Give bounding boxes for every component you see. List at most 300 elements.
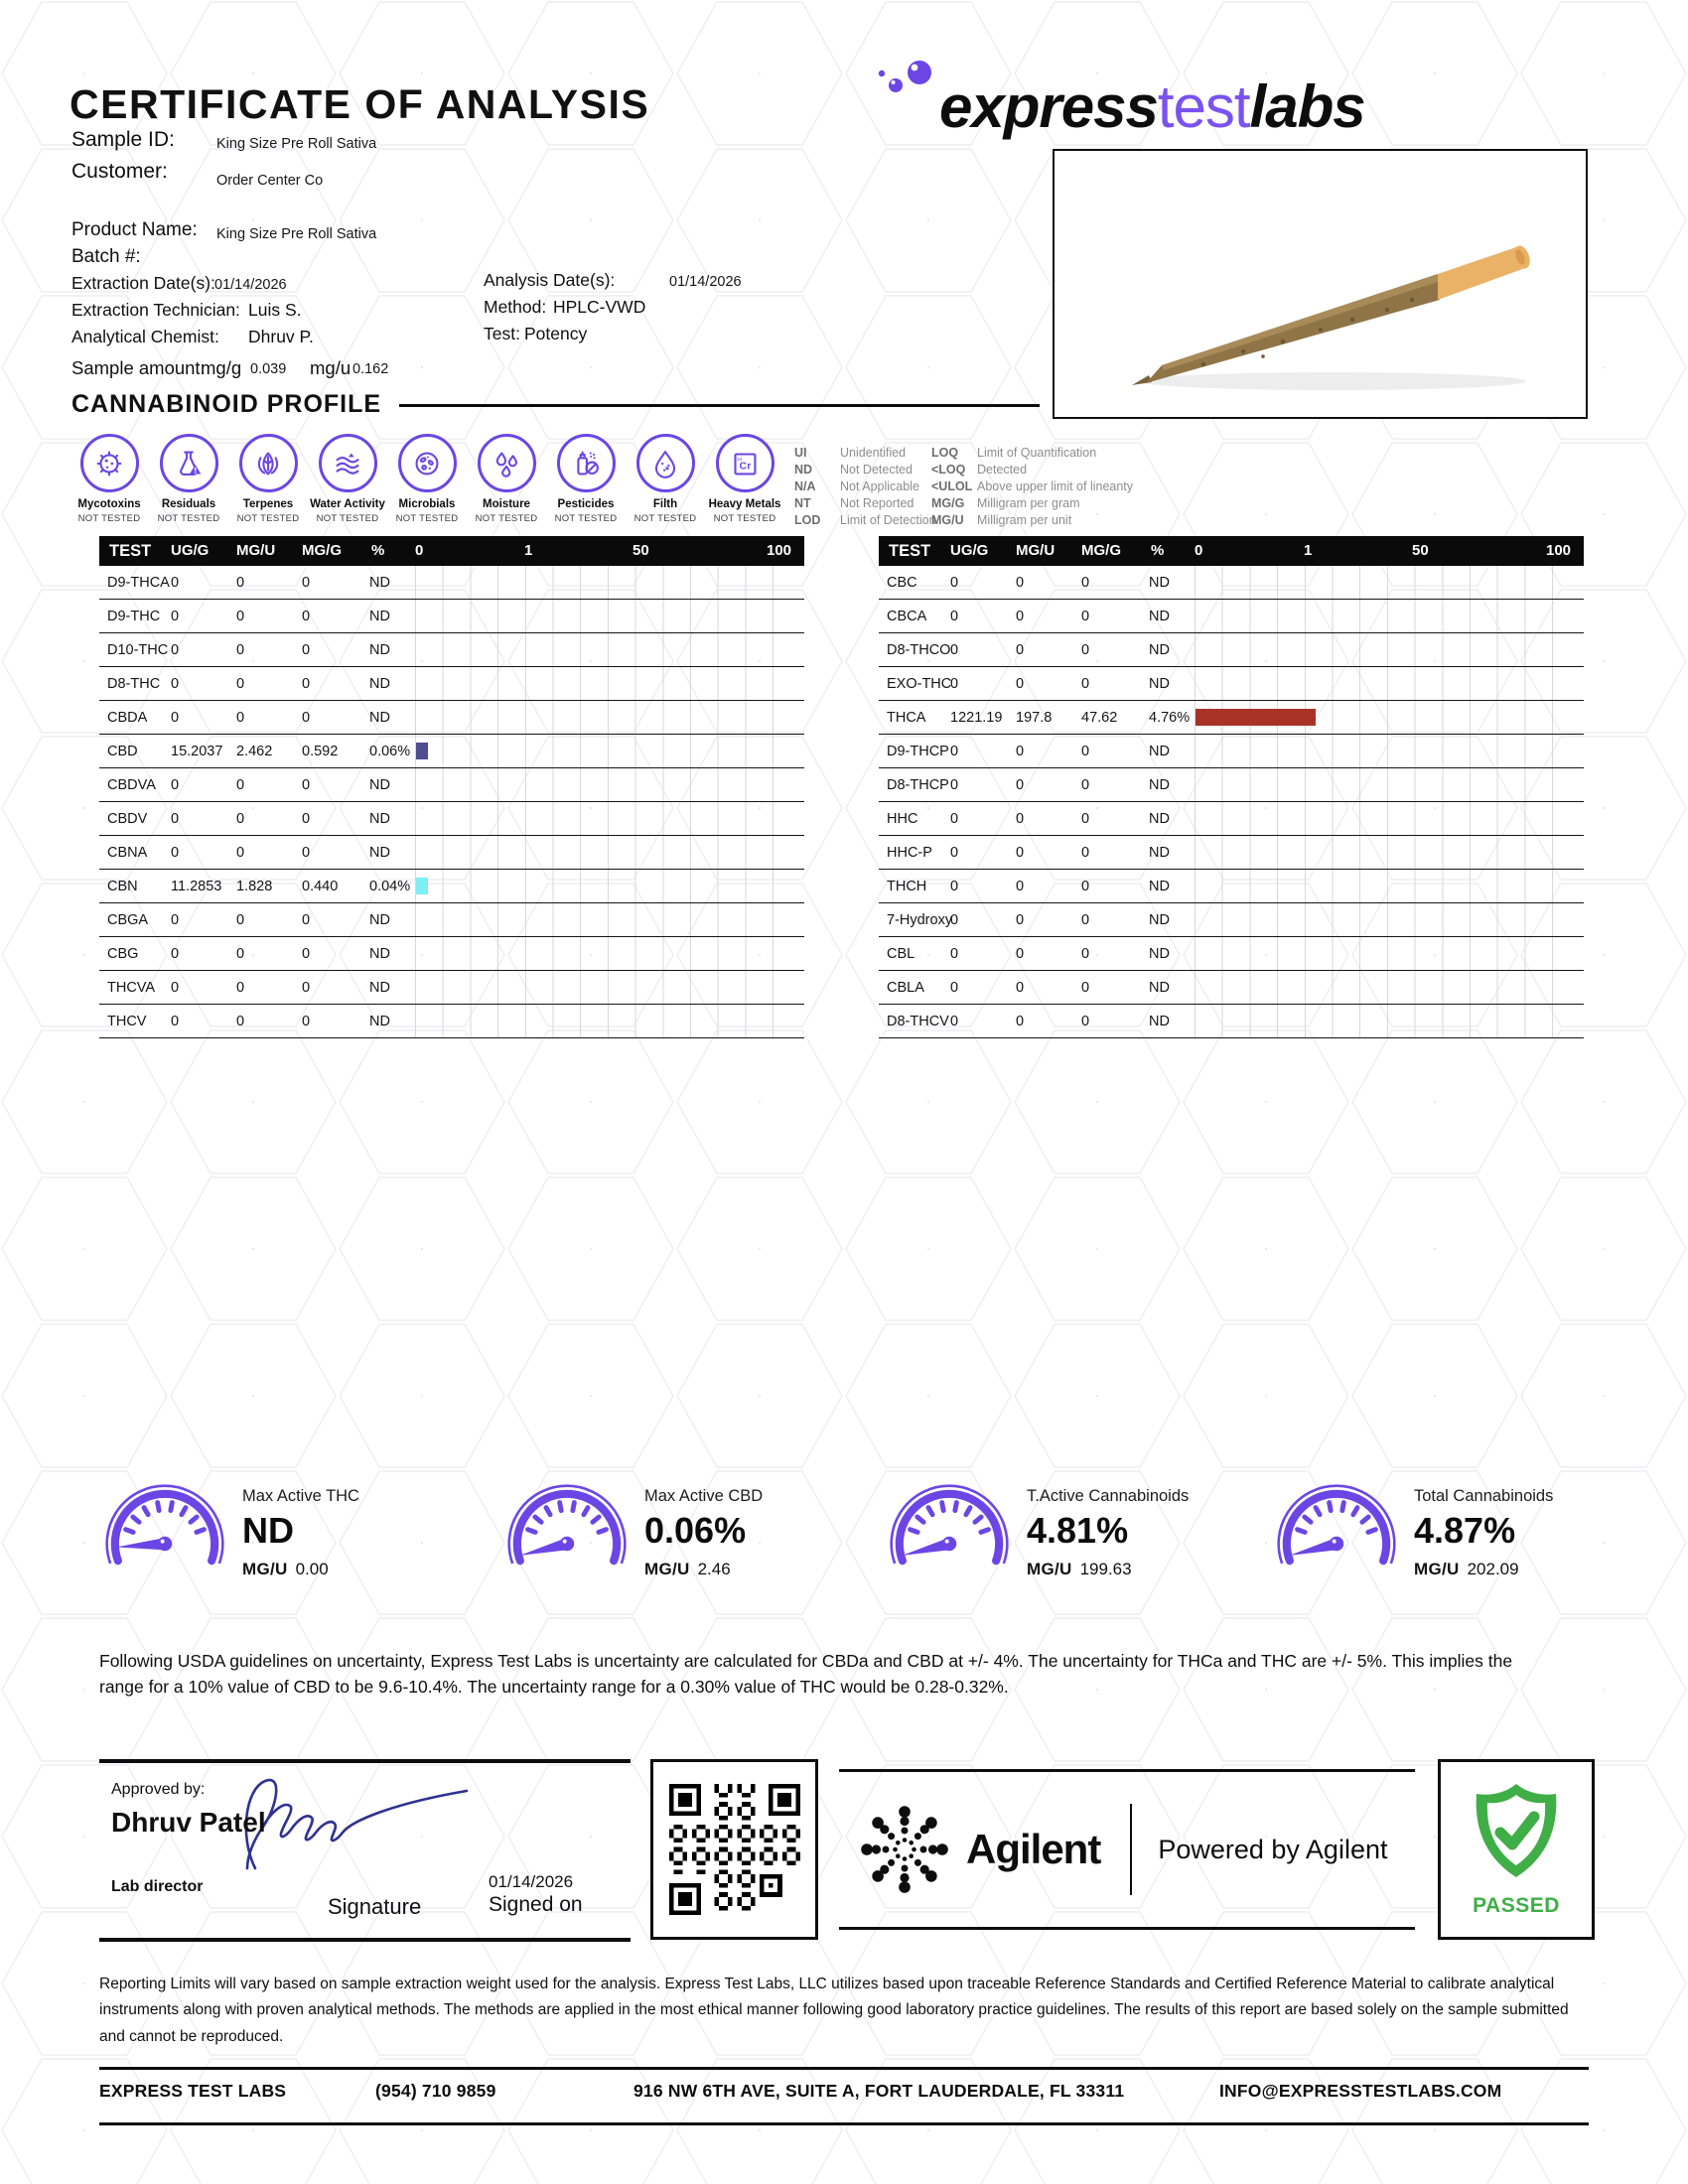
legend-abbr: UI [794,446,807,460]
value-mg-g: 0 [302,642,311,658]
pesticides-icon [557,434,616,492]
test-name: HHC-P [887,845,932,861]
value-percent: ND [1149,609,1170,624]
approval-block [99,1759,631,1942]
legend-entry [931,512,1133,529]
value-mg-u: 0 [1016,642,1025,658]
legend-entry [931,462,1133,478]
legend-desc: Not Applicable [840,479,919,493]
passed-badge [1438,1759,1595,1940]
table-row-d8-thcv [879,1005,1584,1038]
value-mg-u: 0 [1016,777,1025,793]
footer-phone: (954) 710 9859 [375,2081,496,2101]
row-chart-area [1195,971,1580,1004]
test-name: D8-THCV [887,1014,949,1029]
legend-abbr: MG/G [931,496,965,510]
value-mg-g: 0 [302,676,311,692]
passed-shield-icon [1467,1778,1566,1887]
value-ug-g: 0 [171,845,180,861]
gauge-title: Total Cannabinoids [1414,1487,1554,1505]
column-header: MG/G [302,542,342,559]
cannabinoid-profile-heading: CANNABINOID PROFILE [71,390,382,418]
cannabinoid-table-left [99,536,804,1038]
table-row-cbga [99,903,804,937]
value-ug-g: 0 [950,946,959,962]
value-ug-g: 0 [950,777,959,793]
analysis-dates-label: Analysis Date(s): [484,270,616,290]
legend-desc: Not Detected [840,463,913,477]
scale-label: 100 [1546,542,1572,559]
test-name: CBNA [107,845,148,861]
legend-abbr: <ULOL [931,479,973,493]
row-chart-area [415,870,800,902]
value-mg-g: 0 [1081,980,1090,996]
test-name: CBC [887,575,917,591]
value-percent: ND [1149,676,1170,692]
column-header: UG/G [171,542,210,559]
microbials-icon [398,434,457,492]
value-mg-u: 0 [236,912,245,928]
table-row-cbdva [99,768,804,802]
value-mg-g: 0 [1081,676,1090,692]
customer-value: Order Center Co [216,173,324,189]
value-mg-g: 0 [302,1014,311,1029]
value-ug-g: 0 [171,575,180,591]
gauge-dial-icon [99,1481,230,1592]
row-chart-area [1195,667,1580,700]
test-name: CBCA [887,609,927,624]
table-header [879,536,1584,566]
percent-bar [416,743,428,759]
value-mg-u: 0 [1016,744,1025,759]
legend-desc: Limit of Detection [840,513,936,527]
percent-bar [1196,709,1316,726]
value-mg-u: 0 [1016,1014,1025,1029]
panel-status: NOT TESTED [236,513,300,524]
extraction-technician-value: Luis S. [248,300,302,320]
value-mg-u: 197.8 [1016,710,1053,726]
test-name: THCVA [107,980,156,996]
value-ug-g: 0 [950,744,959,759]
legend-entry [931,478,1133,495]
gauge-dial-icon [1271,1481,1402,1592]
test-name: CBG [107,946,139,962]
value-percent: ND [1149,879,1170,894]
value-ug-g: 0 [950,642,959,658]
extraction-dates-label: Extraction Date(s): [71,273,215,293]
table-row-d9-thca [99,566,804,600]
table-row-cbl [879,937,1584,971]
test-name: CBDV [107,811,148,827]
value-mg-u: 0 [236,676,245,692]
value-mg-g: 0 [1081,946,1090,962]
column-header: TEST [109,542,152,560]
panel-status: NOT TESTED [633,513,697,524]
gauge-unit-value: 202.09 [1467,1560,1519,1578]
value-ug-g: 0 [171,710,180,726]
test-name: D9-THCA [107,575,170,591]
heavy-metals-icon [716,434,774,492]
legend-right-column [931,445,1133,529]
mg-g-label: mg/g [201,357,242,378]
batch-label: Batch #: [71,246,141,267]
column-header: UG/G [950,542,989,559]
value-mg-g: 0 [1081,811,1090,827]
value-ug-g: 0 [950,609,959,624]
row-chart-area [1195,701,1580,734]
signed-on-date: 01/14/2026 [489,1872,574,1891]
test-name: CBDVA [107,777,156,793]
table-row-cbn [99,870,804,903]
table-row-d9-thc [99,600,804,633]
row-chart-area [415,836,800,869]
value-mg-g: 47.62 [1081,710,1118,726]
gauge-value: 4.87% [1414,1510,1516,1551]
value-mg-u: 0 [236,1014,245,1029]
screening-panel-terpenes [228,434,308,524]
value-mg-g: 0 [1081,575,1090,591]
legend-abbr: MG/U [931,513,964,527]
brand-labs: labs [1249,73,1365,140]
scale-label: 50 [633,542,649,559]
screening-panel-moisture [467,434,546,524]
legend-abbr: <LOQ [931,463,966,477]
test-name: THCH [887,879,927,894]
scale-label: 1 [1304,542,1313,559]
value-mg-g: 0 [1081,845,1090,861]
gauge-title: Max Active THC [242,1487,359,1505]
legend-entry [794,478,936,495]
panel-status: NOT TESTED [77,513,141,524]
value-mg-g: 0 [1081,879,1090,894]
analysis-dates-value: 01/14/2026 [669,274,742,290]
screening-panels-row [70,434,784,524]
value-mg-g: 0 [1081,744,1090,759]
table-row-d8-thco [879,633,1584,667]
value-mg-u: 0 [1016,845,1025,861]
value-ug-g: 0 [950,575,959,591]
table-row-hhc-p [879,836,1584,870]
panel-status: NOT TESTED [157,513,220,524]
value-ug-g: 1221.19 [950,710,1003,726]
legend-abbr: N/A [794,479,816,493]
value-ug-g: 0 [171,642,180,658]
cannabinoid-table-right [879,536,1584,1038]
test-name: CBD [107,744,138,759]
value-mg-g: 0 [302,811,311,827]
row-chart-area [415,768,800,801]
extraction-dates-value: 01/14/2026 [214,277,287,293]
gauge-title: Max Active CBD [644,1487,764,1505]
table-row-thcva [99,971,804,1005]
mg-u-value: 0.162 [352,361,389,377]
value-mg-u: 2.462 [236,744,273,759]
footer-top-rule [99,2067,1589,2070]
row-chart-area [415,802,800,835]
row-chart-area [1195,937,1580,970]
gauge-max-active-cbd [501,1481,763,1592]
value-mg-u: 0 [236,609,245,624]
value-ug-g: 0 [950,879,959,894]
mg-u-label: mg/u [310,357,352,378]
panel-name: Heavy Metals [708,498,781,510]
method-value: HPLC-VWD [553,297,646,317]
value-percent: ND [1149,980,1170,996]
value-ug-g: 0 [950,676,959,692]
value-mg-u: 0 [236,980,245,996]
value-ug-g: 0 [171,811,180,827]
gauge-value: 0.06% [644,1510,747,1551]
value-percent: ND [1149,1014,1170,1029]
value-ug-g: 0 [171,946,180,962]
test-name: D8-THC [107,676,161,692]
value-ug-g: 0 [171,1014,180,1029]
row-chart-area [415,633,800,666]
pre-roll-photo [1055,151,1582,413]
test-name: CBL [887,946,915,962]
section-divider [399,404,1040,407]
column-header: % [371,542,385,559]
brand-logo [874,58,1365,141]
table-row-thch [879,870,1584,903]
gauge-unit-label: MG/U [242,1560,288,1578]
value-mg-g: 0 [1081,777,1090,793]
test-name: CBGA [107,912,149,928]
legend-desc: Unidentified [840,446,907,460]
value-percent: ND [369,575,390,591]
screening-panel-mycotoxins [70,434,149,524]
row-chart-area [1195,903,1580,936]
footer-email: INFO@EXPRESSTESTLABS.COM [1219,2081,1502,2101]
powered-by-agilent: Powered by Agilent [1158,1834,1388,1864]
row-chart-area [415,667,800,700]
gauge-value: 4.81% [1027,1510,1129,1551]
sample-amount-label: Sample amount: [71,357,206,378]
value-mg-u: 0 [236,845,245,861]
filth-icon [636,434,695,492]
legend-entry [931,495,1133,512]
value-ug-g: 11.2853 [171,879,222,894]
value-percent: ND [1149,744,1170,759]
value-ug-g: 15.2037 [171,744,223,759]
table-row-7-hydroxy [879,903,1584,937]
row-chart-area [1195,735,1580,767]
value-mg-u: 0 [236,642,245,658]
legend-desc: Limit of Quantification [977,446,1097,460]
row-chart-area [1195,802,1580,835]
terpenes-icon [239,434,298,492]
gauge-total-active-cannabinoids [884,1481,1189,1592]
value-mg-g: 0 [302,609,311,624]
value-mg-g: 0 [1081,642,1090,658]
panel-name: Residuals [161,498,216,510]
panel-status: NOT TESTED [316,513,379,524]
value-percent: ND [1149,777,1170,793]
table-row-cbc [879,566,1584,600]
test-type-label: Test: [484,324,520,343]
test-name: THCA [887,710,926,726]
scale-label: 0 [415,542,424,559]
agilent-brand: Agilent [966,1826,1101,1872]
scale-label: 50 [1412,542,1429,559]
table-row-cbg [99,937,804,971]
screening-panel-pesticides [546,434,626,524]
test-name: CBDA [107,710,148,726]
test-name: D9-THCP [887,744,949,759]
value-percent: ND [369,1014,390,1029]
column-header: MG/U [236,542,276,559]
table-header [99,536,804,566]
screening-panel-heavy-metals [705,434,784,524]
table-row-cbla [879,971,1584,1005]
value-mg-g: 0 [1081,912,1090,928]
value-percent: ND [1149,575,1170,591]
value-percent: ND [369,609,390,624]
extraction-technician-label: Extraction Technician: [71,300,240,320]
table-row-hhc [879,802,1584,836]
value-percent: ND [369,676,390,692]
scale-label: 100 [767,542,792,559]
percent-bar [416,878,428,894]
value-mg-g: 0 [1081,1014,1090,1029]
gauge-max-active-thc [99,1481,359,1592]
approver-role: Lab director [111,1878,204,1895]
value-percent: ND [1149,912,1170,928]
value-mg-u: 0 [236,710,245,726]
value-percent: 0.04% [369,879,411,894]
value-mg-u: 0 [236,777,245,793]
value-percent: ND [369,946,390,962]
table-row-thcv [99,1005,804,1038]
scale-label: 0 [1195,542,1203,559]
brand-express: express [939,73,1158,140]
footer-address: 916 NW 6TH AVE, SUITE A, FORT LAUDERDALE, FL 33311 [633,2081,1125,2101]
customer-label: Customer: [71,160,168,183]
moisture-icon [478,434,536,492]
value-percent: ND [369,710,390,726]
test-name: D10-THC [107,642,169,658]
value-mg-u: 1.828 [236,879,273,894]
value-mg-u: 0 [1016,575,1025,591]
value-mg-u: 0 [236,575,245,591]
value-mg-g: 0 [302,777,311,793]
value-ug-g: 0 [950,912,959,928]
panel-name: Filth [652,498,678,510]
row-chart-area [415,937,800,970]
value-percent: ND [1149,946,1170,962]
uncertainty-paragraph: Following USDA guidelines on uncertainty, Express Test Labs is uncertainty are calculated for CBDa and CBD at +/- 4%. The uncertainty for THCa and THC are +/- 5%. This implies the range for a 10% value of CBD to be 9.6-10.4%. The uncertainty range for a 0.30% value of THC would be 0.28-0.32%. [99,1651,1513,1698]
product-name-value: King Size Pre Roll Sativa [216,226,377,242]
value-ug-g: 0 [171,980,180,996]
agilent-block [839,1769,1415,1930]
legend-desc: Above upper limit of lineanty [977,479,1134,493]
panel-name: Moisture [483,498,530,510]
approved-by-label: Approved by: [111,1781,206,1798]
value-percent: ND [369,845,390,861]
value-percent: 0.06% [369,744,411,759]
panel-status: NOT TESTED [395,513,459,524]
row-chart-area [1195,768,1580,801]
test-name: D9-THC [107,609,161,624]
value-mg-u: 0 [1016,946,1025,962]
table-row-cbca [879,600,1584,633]
mg-g-value: 0.039 [250,361,287,377]
gauge-dial-icon [884,1481,1015,1592]
value-ug-g: 0 [171,912,180,928]
sample-id-value: King Size Pre Roll Sativa [216,136,377,152]
row-chart-area [1195,600,1580,632]
legend-abbr: LOD [794,513,821,527]
test-name: 7-Hydroxy [887,912,953,928]
legend-abbr: LOQ [931,446,959,460]
water-activity-icon [319,434,377,492]
legend-entry [794,495,936,512]
table-row-cbna [99,836,804,870]
value-percent: ND [1149,845,1170,861]
svg-text:Cr: Cr [739,461,752,473]
value-ug-g: 0 [950,1014,959,1029]
legend-left-column [794,445,936,529]
row-chart-area [415,1005,800,1037]
row-chart-area [415,701,800,734]
gauge-unit-label: MG/U [1027,1560,1072,1578]
gauge-unit-value: 199.63 [1079,1560,1132,1578]
value-mg-g: 0 [302,980,311,996]
residuals-icon [160,434,218,492]
screening-panel-microbials [387,434,467,524]
product-name-label: Product Name: [71,219,198,240]
table-row-cbd [99,735,804,768]
column-header: % [1151,542,1165,559]
table-row-cbda [99,701,804,735]
row-chart-area [1195,870,1580,902]
test-name: EXO-THC [887,676,952,692]
legend-abbr: ND [794,463,813,477]
row-chart-area [1195,836,1580,869]
qr-code-icon [669,1784,800,1915]
value-mg-u: 0 [1016,811,1025,827]
legend-entry [931,445,1133,462]
row-chart-area [415,903,800,936]
value-ug-g: 0 [950,980,959,996]
table-row-d8-thcp [879,768,1584,802]
value-mg-u: 0 [236,946,245,962]
panel-status: NOT TESTED [554,513,618,524]
test-name: THCV [107,1014,147,1029]
table-row-cbdv [99,802,804,836]
table-row-exo-thc [879,667,1584,701]
value-percent: ND [369,980,390,996]
signed-on-label: Signed on [489,1893,583,1916]
legend-desc: Milligram per gram [977,496,1080,510]
row-chart-area [415,566,800,599]
legend-desc: Not Reported [840,496,914,510]
value-mg-g: 0 [302,912,311,928]
value-ug-g: 0 [171,676,180,692]
qr-code [650,1759,818,1940]
panel-name: Microbials [398,498,456,510]
legend-entry [794,512,936,529]
disclaimer-paragraph: Reporting Limits will vary based on sample extraction weight used for the analysis. Express Test Labs, LLC utilizes based upon traceable Reference Standards and Certified Reference Material to calibrate analytical instruments along with proven analytical methods. The methods are applied in the most ethical manner following good laboratory practice guidelines. The results of this report are based solely on the sample submitted and cannot be reproduced. [99,1976,1569,2045]
value-mg-g: 0 [302,710,311,726]
approver-name: Dhruv Patel [111,1807,266,1838]
panel-name: Pesticides [557,498,615,510]
value-percent: ND [1149,811,1170,827]
value-mg-u: 0 [1016,609,1025,624]
value-ug-g: 0 [950,811,959,827]
test-type-value: Potency [524,324,588,343]
row-chart-area [415,971,800,1004]
